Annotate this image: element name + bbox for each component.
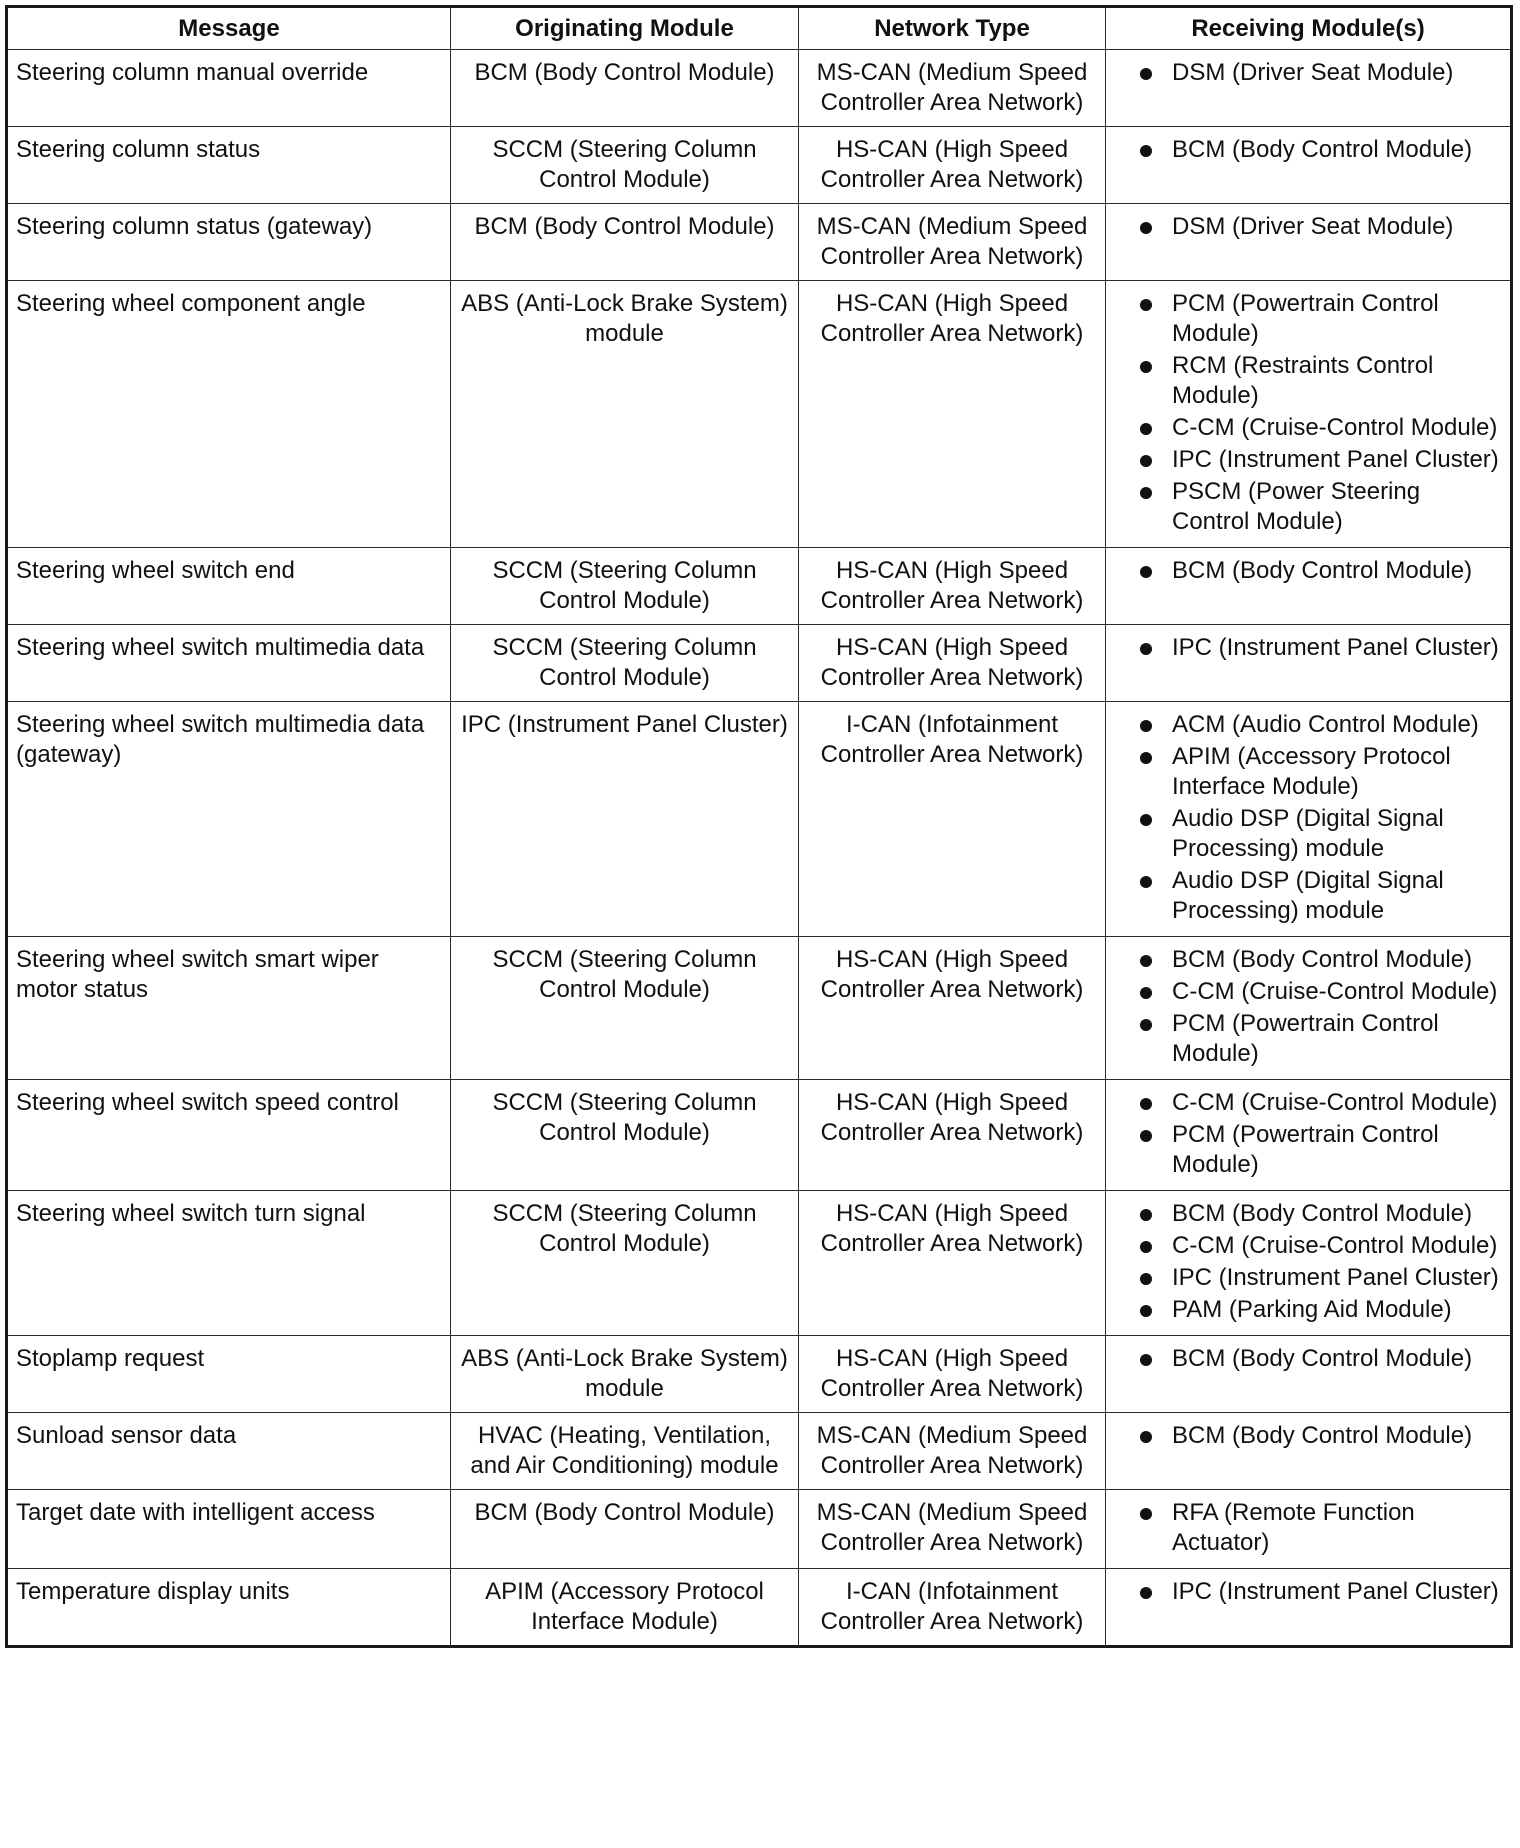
message-cell: Steering wheel switch end — [7, 548, 451, 625]
originating-module-cell: ABS (Anti-Lock Brake System) module — [451, 281, 799, 548]
message-cell: Stoplamp request — [7, 1336, 451, 1413]
receiving-module-label: PAM (Parking Aid Module) — [1172, 1296, 1452, 1323]
receiving-module-item — [1114, 1263, 1502, 1293]
receiving-module-label: C-CM (Cruise-Control Module) — [1172, 1232, 1498, 1259]
message-cell: Target date with intelligent access — [7, 1490, 451, 1569]
receiving-module-item — [1114, 445, 1502, 475]
receiving-modules-list — [1114, 710, 1502, 926]
receiving-module-item — [1114, 1120, 1502, 1180]
receiving-module-item — [1114, 633, 1502, 663]
receiving-module-item — [1114, 710, 1502, 740]
receiving-module-item — [1114, 556, 1502, 586]
table-row — [7, 1191, 1512, 1336]
receiving-module-item — [1114, 289, 1502, 349]
network-type-cell: HS-CAN (High Speed Controller Area Network) — [799, 281, 1106, 548]
receiving-module-item — [1114, 1295, 1502, 1325]
message-cell: Steering wheel component angle — [7, 281, 451, 548]
network-message-table-container — [5, 5, 1510, 1648]
message-cell: Steering column status — [7, 127, 451, 204]
network-type-cell: MS-CAN (Medium Speed Controller Area Network) — [799, 1413, 1106, 1490]
bullet-icon — [1140, 643, 1152, 655]
network-type-cell: MS-CAN (Medium Speed Controller Area Network) — [799, 1490, 1106, 1569]
receiving-module-label: BCM (Body Control Module) — [1172, 946, 1473, 973]
receiving-modules-list — [1114, 633, 1502, 663]
network-type-cell: HS-CAN (High Speed Controller Area Network) — [799, 937, 1106, 1080]
receiving-module-item — [1114, 351, 1502, 411]
originating-module-cell: APIM (Accessory Protocol Interface Module) — [451, 1569, 799, 1647]
originating-module-cell: SCCM (Steering Column Control Module) — [451, 1080, 799, 1191]
receiving-modules-cell — [1106, 50, 1512, 127]
receiving-module-label: C-CM (Cruise-Control Module) — [1172, 1089, 1498, 1116]
receiving-modules-cell — [1106, 625, 1512, 702]
bullet-icon — [1140, 1431, 1152, 1443]
bullet-icon — [1140, 987, 1152, 999]
bullet-icon — [1140, 361, 1152, 373]
receiving-module-label: DSM (Driver Seat Module) — [1172, 59, 1454, 86]
message-cell: Steering column manual override — [7, 50, 451, 127]
bullet-icon — [1140, 1130, 1152, 1142]
network-type-cell: HS-CAN (High Speed Controller Area Network) — [799, 1080, 1106, 1191]
bullet-icon — [1140, 876, 1152, 888]
receiving-module-label: PCM (Powertrain Control Module) — [1172, 1121, 1439, 1178]
bullet-icon — [1140, 68, 1152, 80]
receiving-module-item — [1114, 945, 1502, 975]
receiving-module-label: BCM (Body Control Module) — [1172, 1345, 1473, 1372]
header-receiving-modules: Receiving Module(s) — [1106, 7, 1512, 50]
receiving-modules-cell — [1106, 1490, 1512, 1569]
bullet-icon — [1140, 1508, 1152, 1520]
bullet-icon — [1140, 145, 1152, 157]
receiving-modules-cell — [1106, 1080, 1512, 1191]
receiving-module-item — [1114, 135, 1502, 165]
network-type-cell: I-CAN (Infotainment Controller Area Network) — [799, 1569, 1106, 1647]
receiving-module-label: IPC (Instrument Panel Cluster) — [1172, 1578, 1499, 1605]
receiving-module-label: ACM (Audio Control Module) — [1172, 711, 1479, 738]
receiving-module-label: Audio DSP (Digital Signal Processing) module — [1172, 867, 1444, 924]
table-row — [7, 625, 1512, 702]
receiving-modules-cell — [1106, 1191, 1512, 1336]
bullet-icon — [1140, 299, 1152, 311]
receiving-module-label: BCM (Body Control Module) — [1172, 1200, 1473, 1227]
originating-module-cell: BCM (Body Control Module) — [451, 1490, 799, 1569]
table-row — [7, 1490, 1512, 1569]
receiving-module-item — [1114, 1344, 1502, 1374]
table-row — [7, 1413, 1512, 1490]
network-type-cell: HS-CAN (High Speed Controller Area Network) — [799, 1191, 1106, 1336]
network-type-cell: MS-CAN (Medium Speed Controller Area Network) — [799, 50, 1106, 127]
receiving-module-label: C-CM (Cruise-Control Module) — [1172, 414, 1498, 441]
table-row — [7, 548, 1512, 625]
receiving-module-item — [1114, 58, 1502, 88]
receiving-module-label: BCM (Body Control Module) — [1172, 136, 1473, 163]
receiving-module-item — [1114, 413, 1502, 443]
receiving-module-item — [1114, 866, 1502, 926]
receiving-module-item — [1114, 477, 1502, 537]
originating-module-cell: SCCM (Steering Column Control Module) — [451, 625, 799, 702]
receiving-modules-cell — [1106, 1336, 1512, 1413]
bullet-icon — [1140, 423, 1152, 435]
receiving-modules-cell — [1106, 548, 1512, 625]
receiving-module-item — [1114, 212, 1502, 242]
receiving-module-item — [1114, 1009, 1502, 1069]
receiving-modules-list — [1114, 212, 1502, 242]
bullet-icon — [1140, 720, 1152, 732]
receiving-module-label: IPC (Instrument Panel Cluster) — [1172, 446, 1499, 473]
receiving-module-label: BCM (Body Control Module) — [1172, 557, 1473, 584]
header-originating-module: Originating Module — [451, 7, 799, 50]
receiving-module-label: DSM (Driver Seat Module) — [1172, 213, 1454, 240]
receiving-module-item — [1114, 1421, 1502, 1451]
table-row — [7, 702, 1512, 937]
message-cell: Steering wheel switch smart wiper motor status — [7, 937, 451, 1080]
table-row — [7, 1336, 1512, 1413]
bullet-icon — [1140, 814, 1152, 826]
receiving-modules-list — [1114, 1199, 1502, 1325]
bullet-icon — [1140, 1305, 1152, 1317]
receiving-modules-list — [1114, 556, 1502, 586]
originating-module-cell: SCCM (Steering Column Control Module) — [451, 548, 799, 625]
receiving-module-label: PSCM (Power Steering Control Module) — [1172, 478, 1421, 535]
receiving-module-label: C-CM (Cruise-Control Module) — [1172, 978, 1498, 1005]
bullet-icon — [1140, 752, 1152, 764]
message-cell: Steering wheel switch multimedia data (gateway) — [7, 702, 451, 937]
receiving-module-label: Audio DSP (Digital Signal Processing) module — [1172, 805, 1444, 862]
message-cell: Steering wheel switch speed control — [7, 1080, 451, 1191]
receiving-module-label: IPC (Instrument Panel Cluster) — [1172, 1264, 1499, 1291]
receiving-modules-cell — [1106, 1569, 1512, 1647]
receiving-module-label: APIM (Accessory Protocol Interface Module) — [1172, 743, 1451, 800]
bullet-icon — [1140, 1209, 1152, 1221]
bullet-icon — [1140, 487, 1152, 499]
originating-module-cell: BCM (Body Control Module) — [451, 50, 799, 127]
receiving-modules-list — [1114, 1421, 1502, 1451]
bullet-icon — [1140, 1587, 1152, 1599]
originating-module-cell: SCCM (Steering Column Control Module) — [451, 937, 799, 1080]
message-cell: Steering column status (gateway) — [7, 204, 451, 281]
originating-module-cell: IPC (Instrument Panel Cluster) — [451, 702, 799, 937]
receiving-modules-list — [1114, 1088, 1502, 1180]
bullet-icon — [1140, 455, 1152, 467]
receiving-modules-list — [1114, 135, 1502, 165]
receiving-module-item — [1114, 742, 1502, 802]
bullet-icon — [1140, 955, 1152, 967]
receiving-module-item — [1114, 1088, 1502, 1118]
message-cell: Steering wheel switch turn signal — [7, 1191, 451, 1336]
receiving-modules-list — [1114, 1344, 1502, 1374]
receiving-modules-cell — [1106, 281, 1512, 548]
receiving-modules-cell — [1106, 1413, 1512, 1490]
table-row — [7, 1080, 1512, 1191]
receiving-module-item — [1114, 977, 1502, 1007]
table-row — [7, 50, 1512, 127]
table-row — [7, 127, 1512, 204]
receiving-module-label: RFA (Remote Function Actuator) — [1172, 1499, 1415, 1556]
receiving-module-label: PCM (Powertrain Control Module) — [1172, 1010, 1439, 1067]
receiving-modules-list — [1114, 945, 1502, 1069]
message-cell: Sunload sensor data — [7, 1413, 451, 1490]
receiving-module-label: RCM (Restraints Control Module) — [1172, 352, 1434, 409]
receiving-module-item — [1114, 1498, 1502, 1558]
receiving-module-item — [1114, 804, 1502, 864]
table-header — [7, 7, 1512, 50]
receiving-module-item — [1114, 1577, 1502, 1607]
receiving-module-label: IPC (Instrument Panel Cluster) — [1172, 634, 1499, 661]
bullet-icon — [1140, 222, 1152, 234]
receiving-module-label: BCM (Body Control Module) — [1172, 1422, 1473, 1449]
receiving-module-label: PCM (Powertrain Control Module) — [1172, 290, 1439, 347]
receiving-module-item — [1114, 1199, 1502, 1229]
bullet-icon — [1140, 566, 1152, 578]
receiving-modules-list — [1114, 1498, 1502, 1558]
message-cell: Temperature display units — [7, 1569, 451, 1647]
network-type-cell: HS-CAN (High Speed Controller Area Network) — [799, 625, 1106, 702]
originating-module-cell: ABS (Anti-Lock Brake System) module — [451, 1336, 799, 1413]
table-body — [7, 50, 1512, 1647]
table-row — [7, 204, 1512, 281]
header-message: Message — [7, 7, 451, 50]
network-type-cell: MS-CAN (Medium Speed Controller Area Network) — [799, 204, 1106, 281]
header-row — [7, 7, 1512, 50]
message-cell: Steering wheel switch multimedia data — [7, 625, 451, 702]
receiving-modules-list — [1114, 58, 1502, 88]
bullet-icon — [1140, 1019, 1152, 1031]
receiving-modules-list — [1114, 289, 1502, 537]
bullet-icon — [1140, 1241, 1152, 1253]
network-type-cell: HS-CAN (High Speed Controller Area Network) — [799, 548, 1106, 625]
originating-module-cell: BCM (Body Control Module) — [451, 204, 799, 281]
header-network-type: Network Type — [799, 7, 1106, 50]
receiving-modules-cell — [1106, 127, 1512, 204]
receiving-modules-cell — [1106, 204, 1512, 281]
table-row — [7, 281, 1512, 548]
network-type-cell: HS-CAN (High Speed Controller Area Network) — [799, 127, 1106, 204]
bullet-icon — [1140, 1273, 1152, 1285]
originating-module-cell: SCCM (Steering Column Control Module) — [451, 1191, 799, 1336]
receiving-modules-cell — [1106, 937, 1512, 1080]
receiving-modules-cell — [1106, 702, 1512, 937]
receiving-module-item — [1114, 1231, 1502, 1261]
network-type-cell: HS-CAN (High Speed Controller Area Network) — [799, 1336, 1106, 1413]
bullet-icon — [1140, 1098, 1152, 1110]
table-row — [7, 937, 1512, 1080]
receiving-modules-list — [1114, 1577, 1502, 1607]
network-message-table — [5, 5, 1513, 1648]
network-type-cell: I-CAN (Infotainment Controller Area Network) — [799, 702, 1106, 937]
originating-module-cell: HVAC (Heating, Ventilation, and Air Conditioning) module — [451, 1413, 799, 1490]
originating-module-cell: SCCM (Steering Column Control Module) — [451, 127, 799, 204]
bullet-icon — [1140, 1354, 1152, 1366]
table-row — [7, 1569, 1512, 1647]
